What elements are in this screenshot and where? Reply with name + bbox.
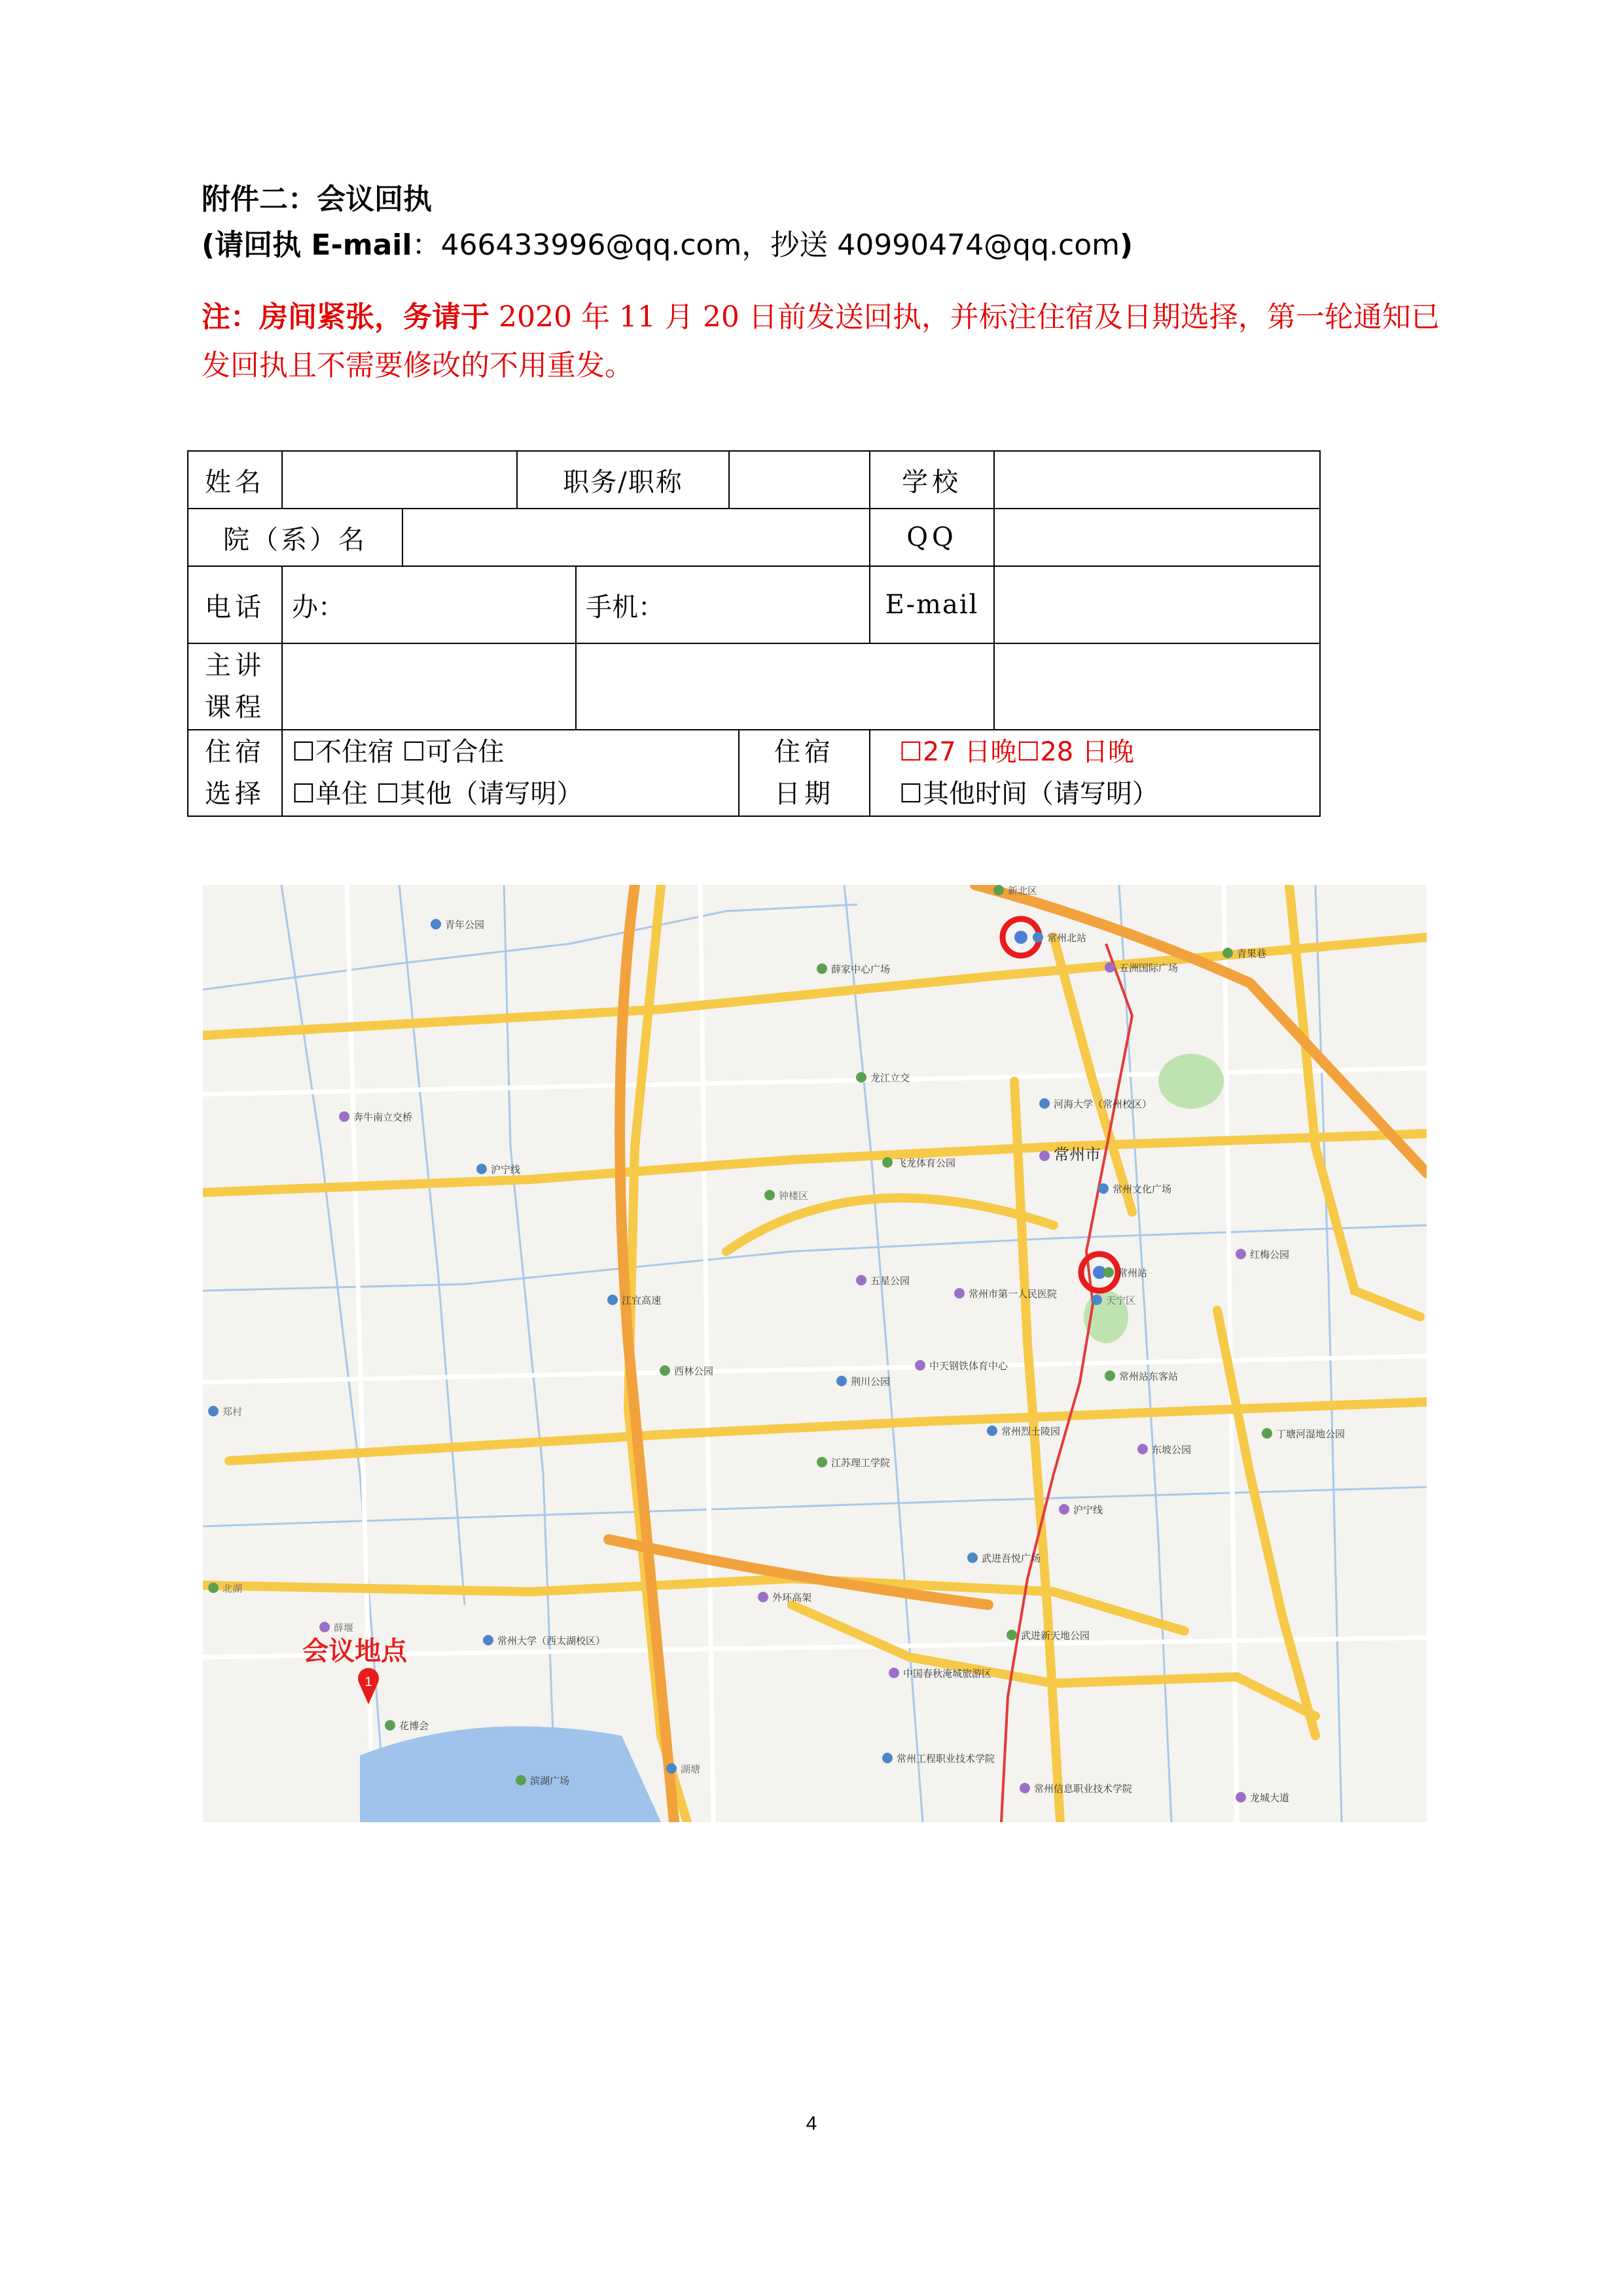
qq-label: QQ (870, 509, 994, 566)
place-label-martyrs: 常州烈士陵园 (1001, 1426, 1061, 1437)
place-label-jiangsu-theatre: 江苏理工学院 (831, 1457, 891, 1469)
receipt-form (187, 450, 1321, 817)
place-icon-martyrs (987, 1426, 997, 1436)
place-label-hehai: 河海大学（常州校区） (1054, 1098, 1152, 1110)
place-label-changzhou-city: 常州市 (1054, 1145, 1101, 1164)
place-icon-dongpo (1137, 1444, 1148, 1454)
course-label-line2: 课程 (205, 692, 265, 723)
place-label-huning-2: 沪宁线 (1073, 1504, 1103, 1516)
place-label-qingniu-park: 青年公园 (445, 919, 485, 931)
location-map (203, 885, 1427, 1822)
place-label-huning: 沪宁线 (491, 1164, 521, 1175)
place-label-jiangyi: 江宜高速 (622, 1295, 662, 1306)
mobile-label: 手机： (586, 592, 664, 622)
mobile-field[interactable] (576, 566, 870, 643)
deadline-notice (202, 293, 1445, 390)
place-label-nanchuan: 荆川公园 (851, 1376, 891, 1388)
place-label-dingtang: 丁塘河湿地公园 (1276, 1428, 1346, 1440)
notice-bold: 注：房间紧张，务请于 (202, 300, 490, 334)
page-heading: 附件二：会议回执 (202, 183, 432, 216)
place-icon-jiangyi (607, 1295, 618, 1305)
place-icon-qingniu-park (431, 919, 441, 929)
place-icon-longcheng (1236, 1792, 1246, 1803)
place-label-xinjian-park: 武进新天地公园 (1021, 1630, 1090, 1641)
qq-field[interactable] (994, 509, 1320, 566)
place-label-culture-square: 常州文化广场 (1113, 1183, 1172, 1195)
place-label-changzhou-univ: 常州大学（西太湖校区） (497, 1635, 606, 1647)
lodging-label-line2: 选择 (205, 779, 265, 809)
course-label-line1: 主讲 (205, 651, 265, 681)
place-icon-huyang (666, 1763, 677, 1774)
course-label (188, 643, 282, 730)
place-icon-beier (208, 1583, 219, 1593)
place-label-changzhou-north: 常州北站 (1047, 932, 1087, 944)
lodging-option-row1[interactable]: ☐不住宿 ☐可合住 (292, 737, 505, 767)
place-icon-dingtang (1262, 1428, 1272, 1439)
place-icon-changzhou-north (1033, 932, 1043, 942)
place-label-waihuan: 外环高架 (772, 1592, 812, 1604)
name-field[interactable] (282, 451, 517, 509)
place-icon-huabo (385, 1720, 395, 1731)
place-icon-bengniu (339, 1111, 349, 1122)
place-label-dongpo: 东坡公园 (1152, 1444, 1192, 1456)
place-label-qingguo: 青果巷 (1237, 948, 1267, 960)
park-area-2 (1158, 1054, 1224, 1109)
lodging-date-options (870, 730, 1320, 816)
place-label-xinxi: 常州信息职业技术学院 (1034, 1783, 1133, 1795)
email-label: E-mail (870, 566, 994, 643)
place-icon-xinbei (993, 885, 1004, 895)
meeting-location-marker[interactable] (358, 1668, 379, 1704)
date-option-row1[interactable]: ☐27 日晚☐28 日晚 (899, 737, 1134, 767)
place-label-xinbei: 新北区 (1008, 885, 1038, 897)
school-label: 学校 (870, 451, 994, 509)
place-icon-xuejia (817, 963, 827, 974)
lodging-date-label-line2: 日期 (774, 779, 834, 809)
course-field-2[interactable] (576, 643, 994, 730)
place-icon-feilong (882, 1157, 893, 1168)
place-label-longjiang: 龙江立交 (870, 1072, 910, 1084)
place-icon-longjiang (856, 1072, 866, 1083)
notice-text: 2020 年 11 月 20 日前发送回执，并标注住宿及日期选择，第一轮通知已发回执且不需要修改的不用重发。 (202, 300, 1440, 382)
lodging-date-label-line1: 住宿 (774, 737, 834, 767)
place-icon-sports-center (915, 1360, 925, 1371)
meeting-location-label: 会议地点 (302, 1636, 407, 1666)
place-icon-xilin (660, 1365, 670, 1376)
lodging-date-label (739, 730, 870, 816)
place-icon-huning-2 (1059, 1504, 1069, 1515)
place-icon-zhengcun (208, 1406, 219, 1416)
marker-number: 1 (365, 1675, 372, 1689)
place-label-changzhou-station: 常州站 (1118, 1267, 1148, 1279)
email-field[interactable] (994, 566, 1320, 643)
department-field[interactable] (402, 509, 870, 566)
phone-label: 电话 (188, 566, 282, 643)
place-icon-zhonglou (764, 1190, 775, 1200)
lodging-option-row2[interactable]: ☐单住 ☐其他（请写明） (292, 779, 583, 809)
school-field[interactable] (994, 451, 1320, 509)
place-icon-xinxi (1020, 1783, 1030, 1793)
page-number: 4 (806, 2113, 817, 2134)
place-label-zhengcun: 郑村 (223, 1406, 243, 1418)
place-label-huyang: 湖塘 (681, 1763, 701, 1775)
place-icon-changzhou-station (1103, 1267, 1114, 1278)
lodging-options (282, 730, 739, 816)
place-icon-first-hospital (954, 1288, 965, 1299)
email-instruction-bold: 请回执 E-mail (215, 228, 412, 262)
place-label-wuzhou: 五洲国际广场 (1119, 962, 1179, 974)
course-field-3[interactable] (994, 643, 1320, 730)
place-icon-forest (889, 1668, 899, 1678)
name-label: 姓名 (188, 451, 282, 509)
place-label-beier: 北湖 (223, 1583, 243, 1594)
place-label-feilong: 飞龙体育公园 (897, 1157, 956, 1169)
place-label-xiezhou: 薛堰 (334, 1622, 354, 1634)
lodging-label-line1: 住宿 (205, 737, 265, 767)
place-label-forest: 中国春秋淹城旅游区 (903, 1668, 992, 1679)
place-label-bengniu: 奔牛南立交桥 (353, 1111, 413, 1123)
place-label-huabo: 花博会 (399, 1720, 429, 1732)
place-label-hongmei: 红梅公园 (1250, 1249, 1290, 1261)
main-roads (203, 885, 1427, 1822)
place-label-first-hospital: 常州市第一人民医院 (969, 1288, 1058, 1300)
email-instruction (202, 221, 1133, 263)
title-field[interactable] (729, 451, 870, 509)
place-icon-hehai (1039, 1098, 1050, 1109)
place-icon-wuzhou (1105, 962, 1115, 973)
place-icon-qingguo (1222, 948, 1233, 958)
place-label-bus-station: 常州站东客站 (1119, 1371, 1179, 1382)
place-icon-huning (476, 1164, 487, 1174)
place-label-xilin: 西林公园 (674, 1365, 714, 1377)
lodging-label (188, 730, 282, 816)
email-addresses: ：466433996@qq.com，抄送 40990474@qq.com (412, 228, 1120, 262)
place-icon-waihuan (758, 1592, 768, 1602)
close-paren: ) (1119, 228, 1133, 262)
place-label-sports-center: 中天钢铁体育中心 (929, 1360, 1008, 1372)
place-icon-wuxing (856, 1275, 866, 1285)
map-canvas (203, 885, 1427, 1822)
date-option-row2[interactable]: ☐其他时间（请写明） (899, 779, 1158, 809)
place-icon-tianning (1092, 1295, 1102, 1305)
course-field-1[interactable] (282, 643, 576, 730)
place-label-zhonglou: 钟楼区 (779, 1190, 809, 1202)
title-label: 职务/职称 (517, 451, 729, 509)
place-icon-bus-station (1105, 1371, 1115, 1381)
place-label-longcheng: 龙城大道 (1250, 1792, 1290, 1804)
open-paren: ( (202, 228, 215, 262)
place-icon-xinjian-park (1007, 1630, 1017, 1640)
department-label: 院（系）名 (188, 509, 402, 566)
place-label-xuejia: 薛家中心广场 (831, 963, 891, 975)
office-phone-field[interactable] (282, 566, 576, 643)
office-label: 办： (292, 592, 344, 622)
station-dot-north (1014, 931, 1027, 944)
place-icon-culture-square (1098, 1183, 1109, 1194)
place-icon-xiezhou (319, 1622, 330, 1632)
place-icon-changzhou-city (1039, 1151, 1050, 1161)
place-icon-changzhou-univ (483, 1635, 493, 1645)
place-label-gongcheng: 常州工程职业技术学院 (897, 1753, 995, 1765)
place-icon-gongcheng (882, 1753, 893, 1763)
lake (360, 1726, 661, 1822)
place-icon-jiangsu-theatre (817, 1457, 827, 1467)
place-icon-wujin-plaza (967, 1552, 978, 1563)
place-icon-nanchuan (836, 1376, 847, 1386)
place-label-binhu: 滨湖广场 (530, 1775, 570, 1787)
place-label-wujin-plaza: 武进吾悦广场 (982, 1552, 1041, 1564)
place-label-wuxing: 五星公园 (870, 1275, 910, 1287)
place-icon-binhu (516, 1775, 526, 1785)
place-icon-hongmei (1236, 1249, 1246, 1259)
place-label-tianning: 天宁区 (1106, 1295, 1136, 1306)
